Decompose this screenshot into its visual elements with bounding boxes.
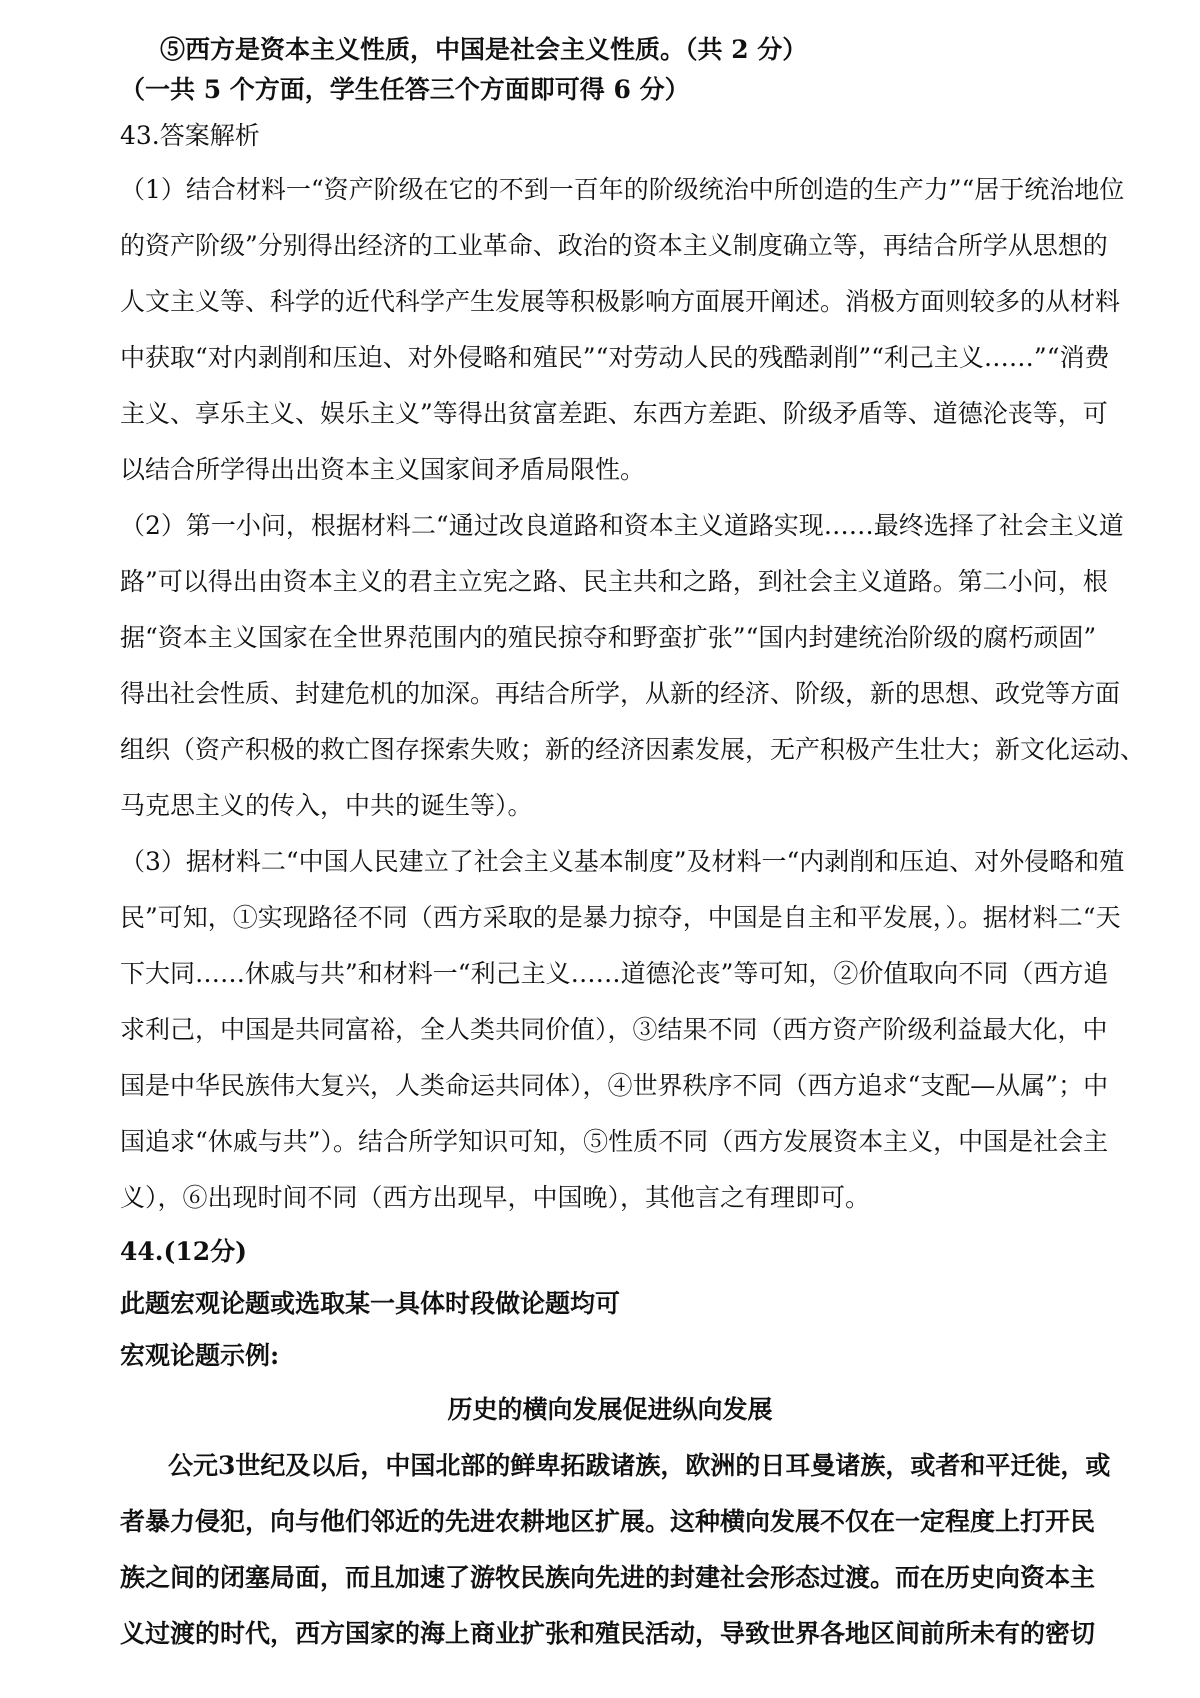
text-line: 得出社会性质、封建危机的加深。再结合所学，从新的经济、阶级，新的思想、政党等方面 — [120, 679, 1121, 708]
text-line: 中获取“对内剥削和压迫、对外侵略和殖民”“对劳动人民的残酷剥削”“利己主义……”“消费 — [120, 343, 1110, 372]
text-line: 组织（资产积极的救亡图存探索失败；新的经济因素发展，无产积极产生壮大；新文化运动、 — [120, 735, 1146, 764]
essay-line: 者暴力侵犯，向与他们邻近的先进农耕地区扩展。这种横向发展不仅在一定程度上打开民 — [120, 1507, 1096, 1536]
essay-line: 公元3世纪及以后，中国北部的鲜卑拓跋诸族，欧洲的日耳曼诸族，或者和平迁徙，或 — [168, 1451, 1111, 1480]
text-line: 主义、享乐主义、娱乐主义”等得出贫富差距、东西方差距、阶级矛盾等、道德沦丧等，可 — [120, 399, 1108, 428]
q43-part3 — [120, 834, 1125, 1226]
text-line: 据“资本主义国家在全世界范围内的殖民掠夺和野蛮扩张”“国内封建统治阶级的腐朽顽固” — [120, 623, 1097, 652]
text-line: 国追求“休戚与共”）。结合所学知识可知，⑤性质不同（西方发展资本主义，中国是社会主 — [120, 1127, 1109, 1156]
text-line: 以结合所学得出出资本主义国家间矛盾局限性。 — [120, 455, 646, 484]
text-line: 义），⑥出现时间不同（西方出现早，中国晚），其他言之有理即可。 — [120, 1183, 871, 1212]
scoring-line-1: ⑤西方是资本主义性质，中国是社会主义性质。（共 2 分） — [160, 35, 808, 64]
text-line: 国是中华民族伟大复兴，人类命运共同体），④世界秩序不同（西方追求“支配—从属”；中 — [120, 1071, 1109, 1100]
text-line: （3）据材料二“中国人民建立了社会主义基本制度”及材料一“内剥削和压迫、对外侵略和殖 — [120, 847, 1125, 876]
q44-note: 此题宏观论题或选取某一具体时段做论题均可 — [120, 1289, 621, 1318]
scoring-line-2: （一共 5 个方面，学生任答三个方面即可得 6 分） — [120, 75, 690, 104]
text-line: 路”可以得出由资本主义的君主立宪之路、民主共和之路，到社会主义道路。第二小问，根 — [120, 567, 1108, 596]
essay-title: 历史的横向发展促进纵向发展 — [447, 1395, 773, 1424]
text-line: 民”可知，①实现路径不同（西方采取的是暴力掠夺，中国是自主和平发展，）。据材料二“天 — [120, 903, 1121, 932]
text-line: 马克思主义的传入，中共的诞生等）。 — [120, 791, 533, 820]
q44-heading: 44.(12分) — [120, 1237, 247, 1266]
text-line: （1）结合材料一“资产阶级在它的不到一百年的阶级统治中所创造的生产力”“居于统治地位 — [120, 175, 1125, 204]
text-line: 的资产阶级”分别得出经济的工业革命、政治的资本主义制度确立等，再结合所学从思想的 — [120, 231, 1108, 260]
essay-body — [120, 1438, 1111, 1662]
text-line: 人文主义等、科学的近代科学产生发展等积极影响方面展开阐述。消极方面则较多的从材料 — [120, 287, 1121, 316]
q43-part1 — [120, 162, 1125, 498]
q43-part2 — [120, 498, 1146, 834]
essay-line: 义过渡的时代，西方国家的海上商业扩张和殖民活动，导致世界各地区间前所未有的密切 — [120, 1619, 1096, 1648]
text-line: 下大同……休戚与共”和材料一“利己主义……道德沦丧”等可知，②价值取向不同（西方追 — [120, 959, 1109, 988]
text-line: （2）第一小问，根据材料二“通过改良道路和资本主义道路实现……最终选择了社会主义道 — [120, 511, 1124, 540]
essay-line: 族之间的闭塞局面，而且加速了游牧民族向先进的封建社会形态过渡。而在历史向资本主 — [120, 1563, 1096, 1592]
q43-heading: 43.答案解析 — [120, 121, 260, 150]
text-line: 求利己，中国是共同富裕，全人类共同价值），③结果不同（西方资产阶级利益最大化，中 — [120, 1015, 1108, 1044]
q44-example-label: 宏观论题示例: — [120, 1341, 280, 1370]
